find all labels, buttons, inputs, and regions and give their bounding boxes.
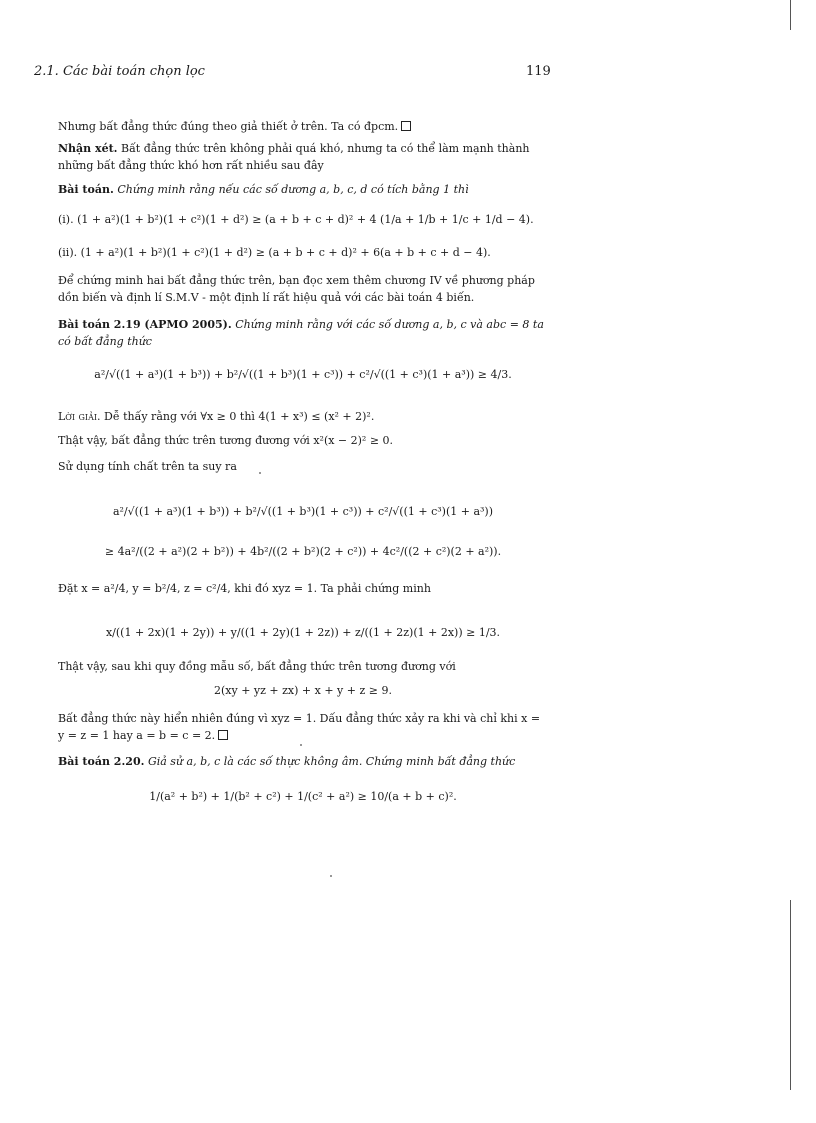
problem-label: Bài toán.	[58, 183, 114, 196]
running-header: 2.1. Các bài toán chọn lọc	[34, 64, 205, 79]
scan-edge-bottom	[790, 900, 791, 1090]
text-conclusion: Nhưng bất đẳng thức đúng theo giả thiết ở trên. Ta có đpcm.	[58, 118, 548, 135]
text-deduce: Sử dụng tính chất trên ta suy ra	[58, 460, 237, 473]
text-smv-reference: Để chứng minh hai bất đẳng thức trên, bạn đọc xem thêm chương IV về phương pháp dồn biến và định lí S.M.V - một định lí rất hiệu quả với các bài toán 4 biến.	[58, 274, 535, 304]
remark-label: Nhận xét.	[58, 142, 118, 155]
deduced-bound: ≥ 4a²/((2 + a²)(2 + b²)) + 4b²/((2 + b²)(2 + c²)) + 4c²/((2 + c²)(2 + a²)).	[104, 545, 502, 558]
apmo-inequality: a²/√((1 + a³)(1 + b³)) + b²/√((1 + b³)(1 + c³)) + c²/√((1 + c³)(1 + a³)) ≥ 4/3.	[94, 368, 512, 381]
deduced-sum: a²/√((1 + a³)(1 + b³)) + b²/√((1 + b³)(1 + c³)) + c²/√((1 + c³)(1 + a³))	[112, 505, 494, 518]
text-equivalent: Thật vậy, bất đẳng thức trên tương đương với x²(x − 2)² ≥ 0.	[58, 434, 394, 447]
problem-2-19: Bài toán 2.19 (APMO 2005). Chứng minh rằng với các số dương a, b, c và abc = 8 ta có bất đẳng thức	[58, 318, 544, 348]
scan-speck	[300, 744, 302, 746]
text-equality-case: Bất đẳng thức này hiển nhiên đúng vì xyz = 1. Dấu đẳng thức xảy ra khi và chỉ khi x = y = z = 1 hay a = b = c = 2.	[58, 712, 541, 742]
scan-speck	[259, 472, 261, 474]
scan-edge-top	[790, 0, 791, 30]
problem-2-20-label: Bài toán 2.20.	[58, 755, 145, 768]
substituted-inequality: x/((1 + 2x)(1 + 2y)) + y/((1 + 2y)(1 + 2z)) + z/((1 + 2z)(1 + 2x)) ≥ 1/3.	[105, 626, 501, 639]
text-substitution: Đặt x = a²/4, y = b²/4, z = c²/4, khi đó xyz = 1. Ta phải chứng minh	[58, 582, 431, 595]
problem-2-20: Bài toán 2.20. Giả sử a, b, c là các số thực không âm. Chứng minh bất đẳng thức	[58, 755, 516, 768]
problem-statement: Bài toán. Chứng minh rằng nếu các số dương a, b, c, d có tích bằng 1 thì	[58, 183, 469, 196]
solution-start: Lời giải. Dễ thấy rằng với ∀x ≥ 0 thì 4(1 + x³) ≤ (x² + 2)².	[58, 410, 375, 423]
qed-mark	[218, 730, 228, 740]
remark: Nhận xét. Bất đẳng thức trên không phải quá khó, nhưng ta có thể làm mạnh thành những bất đẳng thức khó hơn rất nhiều sau đây	[58, 142, 530, 172]
text-common-denominator: Thật vậy, sau khi quy đồng mẫu số, bất đẳng thức trên tương đương với	[58, 660, 456, 673]
final-inequality: 2(xy + yz + zx) + x + y + z ≥ 9.	[214, 684, 392, 697]
problem-2-19-label: Bài toán 2.19 (APMO 2005).	[58, 318, 232, 331]
inequality-ii: (ii). (1 + a²)(1 + b²)(1 + c²)(1 + d²) ≥ (a + b + c + d)² + 6(a + b + c + d − 4).	[58, 246, 491, 259]
inequality-i: (i). (1 + a²)(1 + b²)(1 + c²)(1 + d²) ≥ (a + b + c + d)² + 4 (1/a + 1/b + 1/c + 1/d − 4).	[58, 213, 534, 226]
page-number: 119	[526, 64, 551, 79]
scan-speck	[330, 875, 332, 877]
solution-label: Lời giải.	[58, 410, 101, 423]
qed-mark	[401, 121, 411, 131]
inequality-2-20: 1/(a² + b²) + 1/(b² + c²) + 1/(c² + a²) ≥ 10/(a + b + c)².	[149, 790, 457, 803]
